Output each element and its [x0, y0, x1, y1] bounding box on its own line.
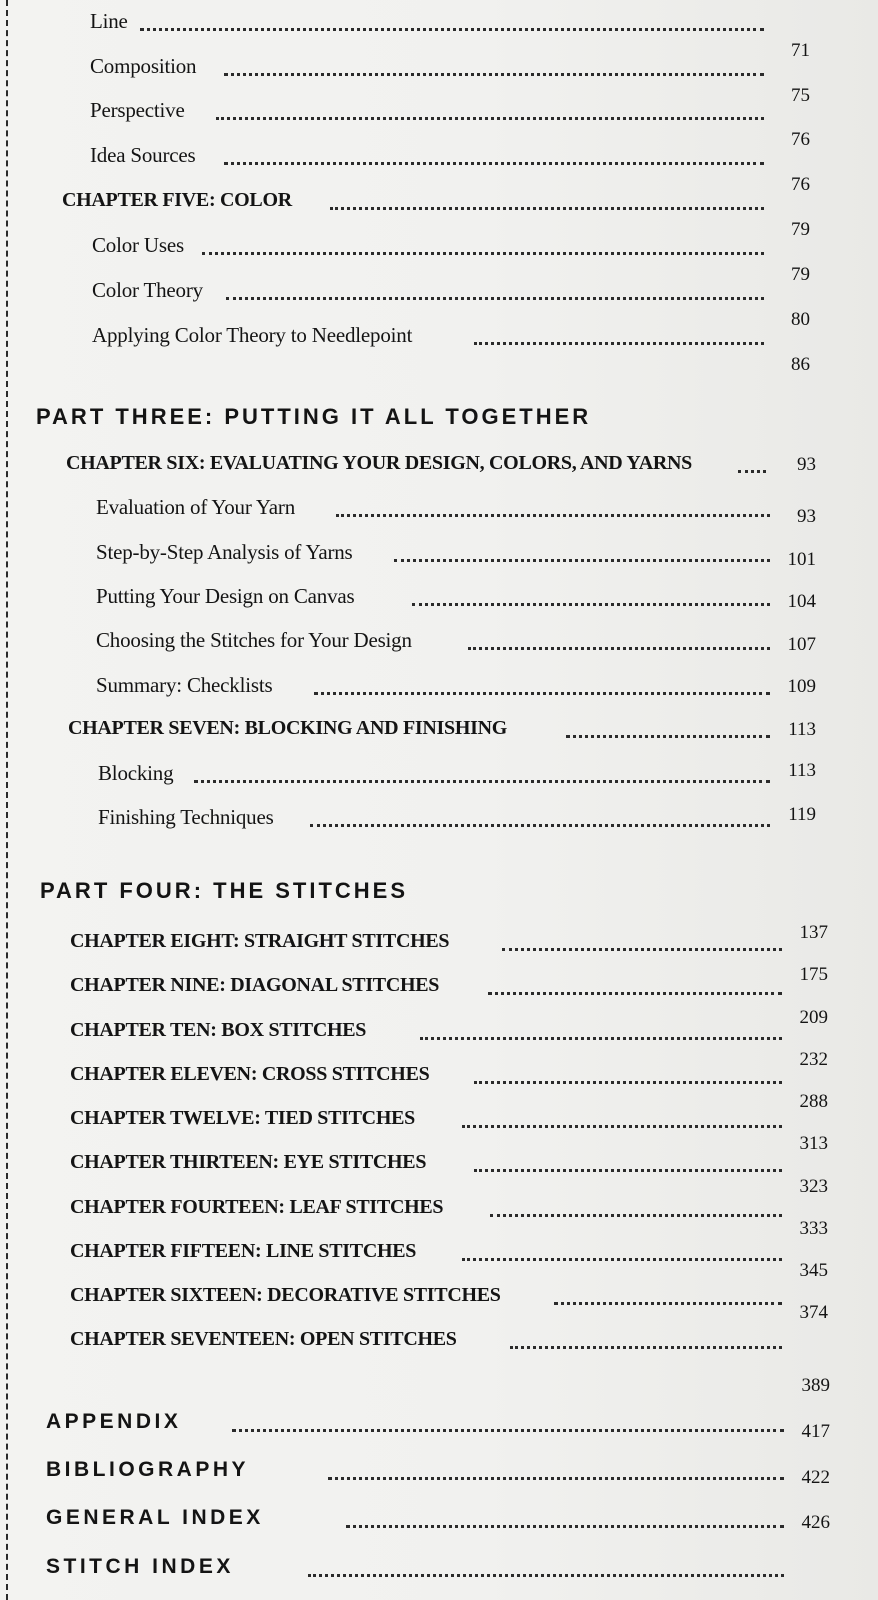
toc-chapter — [70, 1091, 828, 1133]
toc-chapter-page: 232 — [799, 1049, 828, 1070]
toc-entry — [96, 625, 816, 655]
toc-entry — [96, 537, 816, 570]
toc-section-label: APPENDIX — [46, 1410, 182, 1433]
part-four-heading: PART FOUR: THE STITCHES — [40, 878, 409, 903]
dot-leader — [412, 603, 770, 606]
toc-chapter — [70, 964, 828, 1000]
dot-leader — [510, 1346, 782, 1349]
toc-entry-page: 71 — [791, 40, 810, 61]
toc-chapter-page: 333 — [799, 1218, 828, 1239]
toc-entry-page: 113 — [788, 760, 816, 781]
toc-section-label: GENERAL INDEX — [46, 1506, 264, 1529]
dot-leader — [502, 948, 782, 951]
dot-leader — [194, 780, 770, 783]
toc-entry — [90, 140, 810, 195]
toc-chapter-page: 79 — [791, 219, 810, 240]
toc-entry-label: Color Theory — [92, 278, 203, 302]
toc-entry — [92, 230, 810, 285]
dot-leader — [738, 470, 766, 473]
toc-entry-label: Idea Sources — [90, 143, 196, 167]
toc-chapter-page: 313 — [799, 1133, 828, 1154]
toc-entry-page: 79 — [791, 264, 810, 285]
toc-chapter-label: CHAPTER TWELVE: TIED STITCHES — [70, 1107, 415, 1129]
toc-section-page: 389 — [801, 1375, 830, 1396]
toc-chapter-label: CHAPTER SIX: EVALUATING YOUR DESIGN, COLORS, AND YARNS — [66, 452, 692, 474]
dot-leader — [462, 1125, 782, 1128]
dot-leader — [226, 297, 764, 300]
toc-entry-page: 107 — [787, 634, 816, 655]
toc-entry-label: Blocking — [98, 761, 174, 785]
toc-entry — [96, 581, 816, 611]
toc-chapter-label: CHAPTER THIRTEEN: EYE STITCHES — [70, 1151, 427, 1173]
dot-leader — [330, 207, 764, 210]
toc-chapter-page: 323 — [799, 1176, 828, 1197]
toc-chapter — [70, 1049, 828, 1089]
dot-leader — [420, 1037, 782, 1040]
toc-entry — [96, 492, 816, 527]
dot-leader — [314, 692, 770, 695]
toc-section — [46, 1375, 830, 1437]
dot-leader — [462, 1258, 782, 1261]
dot-leader — [140, 28, 764, 31]
toc-chapter-label: CHAPTER SEVENTEEN: OPEN STITCHES — [70, 1328, 457, 1350]
toc-entry — [98, 758, 816, 788]
toc-entry — [90, 95, 810, 150]
toc-chapter — [70, 1218, 828, 1266]
toc-chapter-page: 345 — [799, 1260, 828, 1281]
toc-entry-label: Line — [90, 9, 128, 33]
toc-entry-page: 101 — [787, 549, 816, 570]
dot-leader — [224, 73, 764, 76]
toc-chapter-label: CHAPTER TEN: BOX STITCHES — [70, 1019, 367, 1041]
toc-chapter-page: 137 — [799, 922, 828, 943]
page-edge-border — [6, 0, 8, 1600]
toc-entry — [98, 802, 816, 832]
dot-leader — [474, 1169, 782, 1172]
toc-entry-label: Evaluation of Your Yarn — [96, 495, 295, 519]
toc-chapter-page: 288 — [799, 1091, 828, 1112]
toc-chapter — [66, 448, 816, 478]
dot-leader — [566, 735, 770, 738]
toc-section-label: STITCH INDEX — [46, 1555, 234, 1578]
toc-section-label: BIBLIOGRAPHY — [46, 1458, 250, 1481]
toc-chapter-label: CHAPTER FOURTEEN: LEAF STITCHES — [70, 1196, 444, 1218]
dot-leader — [490, 1214, 782, 1217]
toc-chapter-page: 93 — [797, 454, 816, 475]
toc-entry-label: Putting Your Design on Canvas — [96, 584, 355, 608]
toc-chapter-label: CHAPTER FIFTEEN: LINE STITCHES — [70, 1240, 417, 1262]
dot-leader — [216, 117, 764, 120]
toc-chapter-label: CHAPTER EIGHT: STRAIGHT STITCHES — [70, 930, 450, 952]
toc-section-page: 422 — [801, 1467, 830, 1488]
toc-chapter — [68, 713, 816, 743]
dot-leader — [474, 342, 764, 345]
dot-leader — [468, 647, 770, 650]
toc-chapter-page: 374 — [799, 1302, 828, 1323]
toc-chapter-label: CHAPTER ELEVEN: CROSS STITCHES — [70, 1063, 430, 1085]
toc-chapter — [70, 922, 828, 956]
toc-section-page: 417 — [801, 1421, 830, 1442]
toc-chapter-label: CHAPTER SEVEN: BLOCKING AND FINISHING — [68, 717, 507, 739]
dot-leader — [554, 1302, 782, 1305]
toc-chapter — [70, 1007, 828, 1045]
toc-chapter — [70, 1133, 828, 1177]
toc-chapter-label: CHAPTER SIXTEEN: DECORATIVE STITCHES — [70, 1284, 501, 1306]
dot-leader — [202, 252, 764, 255]
dot-leader — [328, 1477, 784, 1480]
toc-entry-page: 104 — [787, 591, 816, 612]
part-three-heading: PART THREE: PUTTING IT ALL TOGETHER — [36, 404, 592, 429]
dot-leader — [346, 1525, 784, 1528]
toc-entry-label: Color Uses — [92, 233, 184, 257]
dot-leader — [336, 514, 770, 517]
toc-entry-page: 76 — [791, 129, 810, 150]
toc-entry-label: Composition — [90, 54, 197, 78]
toc-entry — [92, 275, 810, 330]
toc-entry-label: Summary: Checklists — [96, 673, 273, 697]
dot-leader — [474, 1081, 782, 1084]
dot-leader — [232, 1429, 784, 1432]
toc-entry-label: Perspective — [90, 98, 185, 122]
toc-entry-page: 86 — [791, 354, 810, 375]
toc-entry-label: Choosing the Stitches for Your Design — [96, 628, 412, 652]
toc-chapter-page: 113 — [788, 719, 816, 740]
toc-entry-label: Applying Color Theory to Needlepoint — [92, 323, 413, 347]
toc-section-page: 426 — [801, 1512, 830, 1533]
toc-entry-page: 93 — [797, 506, 816, 527]
toc-chapter-page: 175 — [799, 964, 828, 985]
toc-entry-page: 119 — [788, 804, 816, 825]
toc-chapter-page: 209 — [799, 1007, 828, 1028]
dot-leader — [224, 162, 764, 165]
dot-leader — [394, 559, 770, 562]
toc-entry-label: Finishing Techniques — [98, 805, 274, 829]
toc-entry-page: 75 — [791, 85, 810, 106]
toc-entry — [90, 6, 810, 61]
toc-entry-page: 76 — [791, 174, 810, 195]
toc-chapter-label: CHAPTER NINE: DIAGONAL STITCHES — [70, 974, 440, 996]
toc-entry-label: Step-by-Step Analysis of Yarns — [96, 540, 353, 564]
toc-entry — [90, 51, 810, 106]
toc-chapter-label: CHAPTER FIVE: COLOR — [62, 189, 292, 211]
toc-chapter — [70, 1176, 828, 1222]
dot-leader — [310, 824, 770, 827]
toc-entry — [92, 320, 810, 375]
toc-entry-page: 109 — [787, 676, 816, 697]
dot-leader — [308, 1574, 784, 1577]
toc-entry-page: 80 — [791, 309, 810, 330]
toc-chapter — [70, 1302, 828, 1354]
dot-leader — [488, 992, 782, 995]
toc-entry — [96, 670, 816, 700]
toc-chapter — [70, 1260, 828, 1310]
toc-chapter — [62, 185, 810, 240]
